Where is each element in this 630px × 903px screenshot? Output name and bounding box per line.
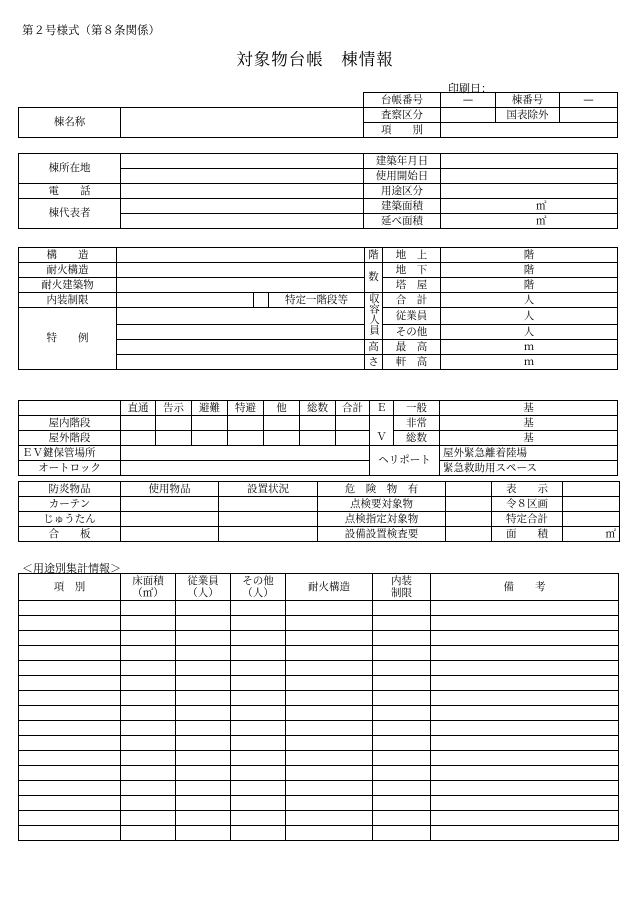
usage-cell[interactable]	[19, 616, 121, 631]
eave-height-unit: ｍ	[441, 355, 618, 370]
structure-table	[18, 247, 618, 370]
usage-cell[interactable]	[176, 811, 231, 826]
usage-cell[interactable]	[231, 811, 286, 826]
usage-cell[interactable]	[176, 676, 231, 691]
usage-row	[19, 751, 619, 766]
carpet-label: じゅうたん	[19, 512, 121, 527]
floor-area-label: 延べ面積	[364, 214, 441, 229]
usage-cell[interactable]	[121, 616, 176, 631]
usage-cell[interactable]	[373, 616, 431, 631]
usage-cell[interactable]	[286, 721, 373, 736]
rei8-label: 令８区画	[492, 497, 563, 512]
usage-cell[interactable]	[231, 601, 286, 616]
equipment-inspection-label: 設備設置検査要	[318, 527, 446, 542]
usage-cell[interactable]	[121, 676, 176, 691]
usage-row	[19, 631, 619, 646]
usage-cell[interactable]	[121, 736, 176, 751]
usage-cell[interactable]	[373, 676, 431, 691]
usage-cell[interactable]	[176, 631, 231, 646]
usage-cell[interactable]	[121, 631, 176, 646]
emergency-label: 非常	[394, 416, 440, 431]
use-start-label: 使用開始日	[364, 169, 441, 184]
phone-label: 電 話	[19, 184, 121, 199]
usage-cell[interactable]	[286, 811, 373, 826]
above-label: 地 上	[383, 248, 441, 263]
ev-key-label: ＥＶ鍵保管場所	[19, 446, 121, 461]
location-table	[18, 153, 618, 229]
usage-cell[interactable]	[231, 676, 286, 691]
usage-cell[interactable]	[373, 751, 431, 766]
usage-row	[19, 721, 619, 736]
flameproof-label: 防炎物品	[19, 482, 121, 497]
usage-row	[19, 601, 619, 616]
location-label: 棟所在地	[19, 154, 121, 184]
usage-cell[interactable]	[431, 706, 619, 721]
curtain-label: カーテン	[19, 497, 121, 512]
usage-cell[interactable]	[431, 691, 619, 706]
employee-unit: 人	[441, 308, 618, 325]
usage-cell[interactable]	[176, 601, 231, 616]
usage-cell[interactable]	[231, 691, 286, 706]
stairs-table	[18, 400, 618, 476]
usage-cell[interactable]	[373, 646, 431, 661]
inspection-target-label: 点検要対象物	[318, 497, 446, 512]
national-exclude-label: 国表除外	[496, 108, 560, 123]
usage-cell[interactable]	[176, 721, 231, 736]
usage-row	[19, 781, 619, 796]
usage-cell[interactable]	[373, 781, 431, 796]
usage-cell[interactable]	[231, 721, 286, 736]
usage-cell[interactable]	[431, 646, 619, 661]
fireproof-structure-field[interactable]	[117, 263, 365, 278]
usage-cell[interactable]	[121, 646, 176, 661]
usage-cell[interactable]	[231, 736, 286, 751]
usage-row	[19, 676, 619, 691]
usage-cell[interactable]	[176, 781, 231, 796]
usage-header-remarks: 備 考	[431, 574, 619, 601]
usage-cell[interactable]	[286, 736, 373, 751]
usage-cell[interactable]	[121, 826, 176, 841]
used-items-label: 使用物品	[121, 482, 219, 497]
usage-cell[interactable]	[431, 631, 619, 646]
interior-limit-label: 内装制限	[19, 293, 117, 308]
usage-cell[interactable]	[19, 706, 121, 721]
fireproof-structure-label: 耐火構造	[19, 263, 117, 278]
usage-cell[interactable]	[373, 811, 431, 826]
building-area-unit: ㎡	[441, 199, 618, 214]
usage-cell[interactable]	[19, 766, 121, 781]
usage-cell[interactable]	[176, 736, 231, 751]
ledger-no-value: —	[441, 93, 496, 108]
usage-row	[19, 691, 619, 706]
use-start-field[interactable]	[441, 169, 618, 184]
general-unit: 基	[440, 401, 618, 416]
usage-cell[interactable]	[431, 796, 619, 811]
rep-field-1[interactable]	[121, 199, 364, 214]
usage-cell[interactable]	[19, 736, 121, 751]
usage-cell[interactable]	[286, 796, 373, 811]
building-name-label: 棟名称	[19, 108, 121, 138]
usage-cell[interactable]	[286, 766, 373, 781]
autolock-label: オートロック	[19, 461, 121, 476]
stairs-col-4: 特避	[228, 401, 264, 416]
usage-cell[interactable]	[176, 826, 231, 841]
usage-cell[interactable]	[121, 661, 176, 676]
usage-cell[interactable]	[373, 631, 431, 646]
emergency-rescue-label: 緊急救助用スペース	[440, 461, 618, 476]
usage-cell[interactable]	[286, 781, 373, 796]
usage-cell[interactable]	[121, 691, 176, 706]
usage-cell[interactable]	[373, 796, 431, 811]
other-unit: 人	[441, 325, 618, 340]
total-unit: 人	[441, 293, 618, 308]
below-label: 地 下	[383, 263, 441, 278]
usage-cell[interactable]	[231, 631, 286, 646]
floor-area-unit: ㎡	[441, 214, 618, 229]
usage-cell[interactable]	[121, 796, 176, 811]
structure-field[interactable]	[117, 248, 365, 263]
usage-cell[interactable]	[286, 691, 373, 706]
usage-cell[interactable]	[231, 826, 286, 841]
usage-cell[interactable]	[373, 661, 431, 676]
use-class-field[interactable]	[441, 184, 618, 199]
usage-cell[interactable]	[431, 766, 619, 781]
hazard-field[interactable]	[446, 482, 492, 497]
stairs-col-3: 避難	[192, 401, 228, 416]
floors-label-1: 階	[365, 248, 383, 263]
interior-limit-check[interactable]	[254, 293, 269, 308]
usage-row	[19, 646, 619, 661]
usage-cell[interactable]	[19, 661, 121, 676]
usage-cell[interactable]	[176, 616, 231, 631]
building-name-field[interactable]	[121, 108, 364, 138]
page-title: 対象物台帳 棟情報	[236, 50, 394, 69]
stairs-col-7: 合計	[336, 401, 370, 416]
interior-limit-field[interactable]	[117, 293, 254, 308]
stairs-col-1: 直通	[121, 401, 156, 416]
usage-cell[interactable]	[231, 781, 286, 796]
ev-label-1: Ｅ	[370, 401, 394, 416]
usage-header-employee: 従業員 （人）	[176, 574, 231, 601]
hazard-label: 危 険 物 有	[318, 482, 446, 497]
area-unit: ㎡	[563, 527, 620, 542]
ev-label-2: Ｖ	[370, 431, 394, 446]
building-area-label: 建築面積	[364, 199, 441, 214]
usage-cell[interactable]	[231, 616, 286, 631]
special-case-field-3[interactable]	[117, 340, 365, 355]
other-label: その他	[383, 325, 441, 340]
usage-header-item: 項 別	[19, 574, 121, 601]
built-date-label: 建築年月日	[364, 154, 441, 169]
phone-field[interactable]	[121, 184, 364, 199]
fireproof-building-label: 耐火建築物	[19, 278, 117, 293]
ev-key-field[interactable]	[121, 446, 370, 461]
usage-table	[18, 573, 619, 841]
usage-cell[interactable]	[121, 781, 176, 796]
ev-total-label: 総数	[394, 431, 440, 446]
building-no-label: 棟番号	[496, 93, 560, 108]
usage-cell[interactable]	[19, 781, 121, 796]
usage-cell[interactable]	[121, 721, 176, 736]
usage-cell[interactable]	[121, 811, 176, 826]
usage-cell[interactable]	[121, 601, 176, 616]
usage-row	[19, 661, 619, 676]
location-field-1[interactable]	[121, 154, 364, 169]
usage-cell[interactable]	[286, 706, 373, 721]
usage-header-interior: 内装 制限	[373, 574, 431, 601]
usage-cell[interactable]	[231, 766, 286, 781]
usage-cell[interactable]	[373, 601, 431, 616]
usage-cell[interactable]	[431, 751, 619, 766]
outdoor-stairs-label: 屋外階段	[19, 431, 121, 446]
usage-row	[19, 706, 619, 721]
usage-cell[interactable]	[176, 661, 231, 676]
usage-cell[interactable]	[176, 766, 231, 781]
eave-height-label: 軒 高	[383, 355, 441, 370]
usage-header-floor-area: 床面積 （㎡）	[121, 574, 176, 601]
install-status-label: 設置状況	[219, 482, 318, 497]
usage-cell[interactable]	[373, 736, 431, 751]
special-case-label: 特 例	[19, 308, 117, 370]
height-label-2: さ	[365, 355, 383, 370]
ledger-no-label: 台帳番号	[364, 93, 441, 108]
usage-cell[interactable]	[431, 676, 619, 691]
usage-cell[interactable]	[231, 706, 286, 721]
usage-cell[interactable]	[286, 646, 373, 661]
print-date-label: 印刷日：	[448, 82, 492, 95]
usage-cell[interactable]	[231, 661, 286, 676]
above-unit: 階	[441, 248, 618, 263]
usage-cell[interactable]	[373, 766, 431, 781]
autolock-field[interactable]	[121, 461, 370, 476]
usage-cell[interactable]	[286, 676, 373, 691]
usage-cell[interactable]	[286, 616, 373, 631]
usage-cell[interactable]	[286, 661, 373, 676]
floors-label-2: 数	[365, 263, 383, 293]
rep-label: 棟代表者	[19, 199, 121, 229]
usage-cell[interactable]	[231, 796, 286, 811]
below-unit: 階	[441, 263, 618, 278]
heliport-label: ヘリポート	[370, 446, 440, 476]
employee-label: 従業員	[383, 308, 441, 325]
designated-target-label: 点検指定対象物	[318, 512, 446, 527]
fireproof-building-field[interactable]	[117, 278, 365, 293]
usage-cell[interactable]	[19, 751, 121, 766]
stairs-col-6: 総数	[300, 401, 336, 416]
usage-cell[interactable]	[19, 631, 121, 646]
ev-total-unit: 基	[440, 431, 618, 446]
usage-cell[interactable]	[19, 811, 121, 826]
usage-cell[interactable]	[176, 691, 231, 706]
penthouse-unit: 階	[441, 278, 618, 293]
usage-row	[19, 616, 619, 631]
usage-header-fireproof: 耐火構造	[286, 574, 373, 601]
usage-cell[interactable]	[121, 766, 176, 781]
structure-label: 構 造	[19, 248, 117, 263]
usage-row	[19, 766, 619, 781]
usage-cell[interactable]	[431, 826, 619, 841]
top-table	[18, 92, 618, 138]
capacity-label: 収容人員	[365, 293, 383, 340]
form-id: 第２号様式（第８条関係）	[22, 23, 160, 37]
location-field-2[interactable]	[121, 169, 364, 184]
max-height-label: 最 高	[383, 340, 441, 355]
usage-cell[interactable]	[373, 721, 431, 736]
usage-cell[interactable]	[286, 751, 373, 766]
usage-cell[interactable]	[19, 691, 121, 706]
usage-cell[interactable]	[286, 631, 373, 646]
usage-cell[interactable]	[176, 646, 231, 661]
usage-cell[interactable]	[231, 646, 286, 661]
usage-cell[interactable]	[176, 751, 231, 766]
penthouse-label: 塔 屋	[383, 278, 441, 293]
emergency-landing-label: 屋外緊急離着陸場	[440, 446, 618, 461]
usage-cell[interactable]	[286, 826, 373, 841]
usage-section-title: ＜用途別集計情報＞	[22, 562, 121, 575]
usage-cell[interactable]	[19, 646, 121, 661]
display-label: 表 示	[492, 482, 563, 497]
national-exclude-field[interactable]	[560, 108, 618, 123]
stairs-col-2: 告示	[156, 401, 192, 416]
usage-cell[interactable]	[431, 736, 619, 751]
flameproof-table	[18, 481, 620, 542]
total-label: 合 計	[383, 293, 441, 308]
usage-row	[19, 826, 619, 841]
special-case-field-1[interactable]	[117, 308, 365, 325]
usage-row	[19, 736, 619, 751]
usage-cell[interactable]	[286, 601, 373, 616]
max-height-unit: ｍ	[441, 340, 618, 355]
usage-row	[19, 811, 619, 826]
usage-cell[interactable]	[431, 601, 619, 616]
usage-header-other: その他 （人）	[231, 574, 286, 601]
built-date-field[interactable]	[441, 154, 618, 169]
usage-cell[interactable]	[19, 826, 121, 841]
inspection-field[interactable]	[441, 108, 496, 123]
emergency-unit: 基	[440, 416, 618, 431]
usage-cell[interactable]	[431, 661, 619, 676]
usage-cell[interactable]	[19, 601, 121, 616]
general-label: 一般	[394, 401, 440, 416]
item-field[interactable]	[441, 123, 618, 138]
usage-cell[interactable]	[19, 796, 121, 811]
indoor-stairs-label: 屋内階段	[19, 416, 121, 431]
item-label: 項 別	[364, 123, 441, 138]
inspection-label: 査察区分	[364, 108, 441, 123]
area-label: 面 積	[492, 527, 563, 542]
usage-cell[interactable]	[431, 616, 619, 631]
usage-cell[interactable]	[121, 706, 176, 721]
usage-cell[interactable]	[431, 781, 619, 796]
stairs-col-5: 他	[264, 401, 300, 416]
height-label-1: 高	[365, 340, 383, 355]
rep-field-2[interactable]	[121, 214, 364, 229]
usage-cell[interactable]	[19, 721, 121, 736]
usage-cell[interactable]	[431, 811, 619, 826]
display-field[interactable]	[563, 482, 620, 497]
usage-row	[19, 796, 619, 811]
special-total-label: 特定合計	[492, 512, 563, 527]
usage-cell[interactable]	[176, 796, 231, 811]
usage-cell[interactable]	[121, 751, 176, 766]
special-case-field-2[interactable]	[117, 325, 365, 340]
use-class-label: 用途区分	[364, 184, 441, 199]
usage-cell[interactable]	[431, 721, 619, 736]
usage-cell[interactable]	[373, 706, 431, 721]
usage-cell[interactable]	[19, 676, 121, 691]
usage-cell[interactable]	[373, 826, 431, 841]
veneer-label: 合 板	[19, 527, 121, 542]
special-case-field-4[interactable]	[117, 355, 365, 370]
usage-cell[interactable]	[176, 706, 231, 721]
special-first-floor-label: 特定一階段等	[269, 293, 365, 308]
building-no-value: —	[560, 93, 618, 108]
usage-cell[interactable]	[231, 751, 286, 766]
usage-cell[interactable]	[373, 691, 431, 706]
